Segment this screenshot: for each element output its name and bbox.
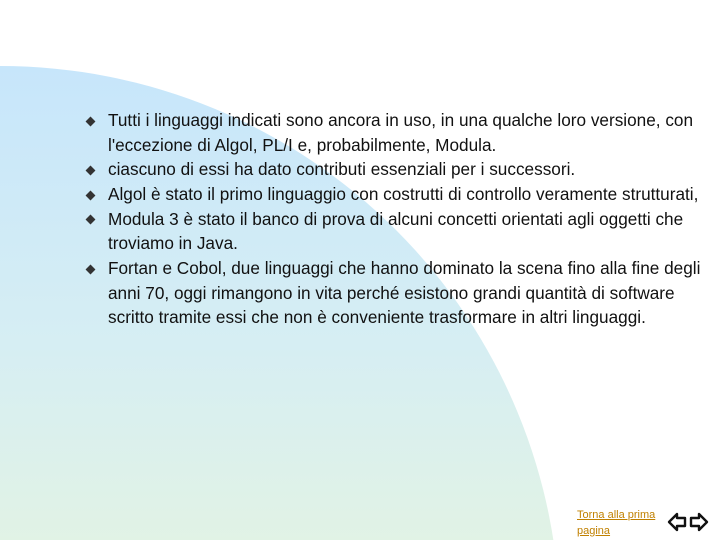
bullet-text: ciascuno di essi ha dato contributi essenziali per i successori. [108, 159, 576, 180]
bullet-item [84, 207, 704, 256]
diamond-bullet-icon [86, 190, 96, 200]
diamond-bullet-icon [86, 165, 96, 175]
bullet-item [84, 182, 704, 207]
bullet-item [84, 108, 704, 157]
bullet-text: Algol è stato il primo linguaggio con costrutti di controllo veramente strutturati, [108, 184, 699, 205]
left-right-arrows-icon[interactable] [667, 511, 709, 533]
bullet-item [84, 256, 704, 330]
bullet-text: Modula 3 è stato il banco di prova di alcuni concetti orientati agli oggetti che troviamo in Java. [108, 208, 684, 254]
home-link[interactable]: Torna alla prima pagina [577, 509, 656, 537]
bullet-text: Tutti i linguaggi indicati sono ancora in uso, in una qualche loro versione, con l'eccezione di Algol, PL/I e, probabilmente, Modula. [108, 110, 694, 155]
bullet-text: Fortan e Cobol, due linguaggi che hanno dominato la scena fino alla fine degli anni 70, oggi rimangono in vita perché esistono grandi quantità di software scritto tramite essi che non è conveniente trasformare in altri linguaggi. [108, 258, 701, 328]
diamond-bullet-icon [86, 264, 96, 274]
diamond-bullet-icon [86, 116, 96, 126]
diamond-bullet-icon [86, 215, 96, 225]
bullet-list [84, 108, 704, 330]
bullet-item [84, 157, 704, 182]
